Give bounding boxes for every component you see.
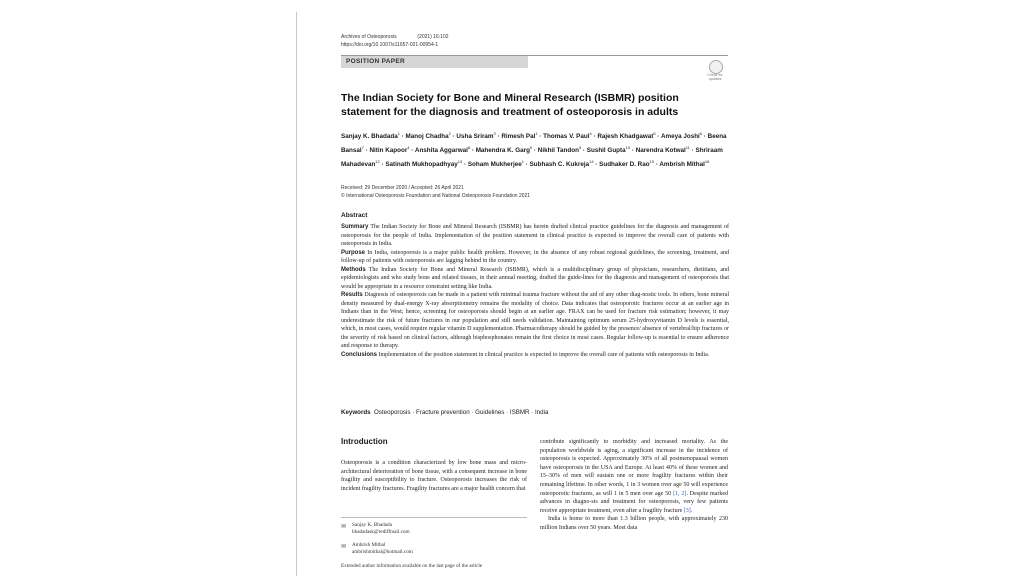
author-name[interactable]: Anshita Aggarwal$^8$ xyxy=(414,145,471,155)
contact-email[interactable]: ambrishmithal@hotmail.com xyxy=(352,549,413,555)
author-name[interactable]: Narendra Kotwal$^{11}$ xyxy=(635,145,690,155)
contact-name: Ambrish Mithal xyxy=(352,542,386,548)
intro-right-column xyxy=(540,438,728,533)
author-name[interactable]: Rajesh Khadgawat$^5$ xyxy=(597,131,656,141)
update-circle-icon xyxy=(709,60,723,74)
footnote-rule xyxy=(341,517,527,518)
contact-email[interactable]: bhadadask@rediffmail.com xyxy=(352,529,410,535)
article-type-banner xyxy=(341,56,528,68)
journal-header xyxy=(341,33,641,41)
author-name[interactable]: Sanjay K. Bhadada$^1$ xyxy=(341,131,400,141)
author-name[interactable]: Ambrish Mithal$^{16}$ xyxy=(659,159,710,169)
abstract-purpose: Purpose In India, osteoporosis is a major public health problem. However, in the absence of any robust regional guidelines, the screening, treatment, and follow-up of patients with osteoporosis are lagging behind in the country. xyxy=(341,249,730,264)
author-name[interactable]: Subhash C. Kukreja$^{14}$ xyxy=(529,159,594,169)
copyright-line: © International Osteoporosis Foundation and National Osteoporosis Foundation 2021 xyxy=(341,192,531,199)
introduction-heading: Introduction xyxy=(341,437,388,446)
article-type-label: POSITION PAPER xyxy=(346,58,405,65)
author-name[interactable]: Soham Mukherjee$^1$ xyxy=(467,159,524,169)
contact-author-2 xyxy=(341,542,527,557)
abstract-conclusions: Conclusions Implementation of the position statement in clinical practice is expected to improve the overall care of patients with osteoporosis in India. xyxy=(341,351,710,358)
keywords-line xyxy=(341,409,729,416)
badge-text: Check for updates xyxy=(707,73,723,81)
intro-right-paragraph-2: India is home to more than 1.3 billion people, with approximately 230 million Indians over 50 years. Most data xyxy=(540,516,728,531)
article-title: The Indian Society for Bone and Mineral Research (ISBMR) position statement for the diagnosis and treatment of osteoporosis in adults xyxy=(341,92,679,118)
abstract-body xyxy=(341,223,729,359)
keywords-label: Keywords xyxy=(341,409,371,416)
author-name[interactable]: Beena Bansal$^7$ xyxy=(341,133,727,155)
doi-link[interactable]: https://doi.org/10.1007/s11657-021-00954-1 xyxy=(341,42,439,48)
contact-name: Sanjay K. Bhadada xyxy=(352,522,392,528)
author-name[interactable]: Manoj Chadha$^2$ xyxy=(405,131,451,141)
author-name[interactable]: Rimesh Pal$^1$ xyxy=(501,131,538,141)
journal-name: Archives of Osteoporosis xyxy=(341,34,397,40)
citation-1-2[interactable]: [1, 2] xyxy=(673,490,687,497)
check-for-updates-badge[interactable] xyxy=(703,60,727,84)
contact-author-1 xyxy=(341,522,527,537)
intro-right-paragraph-1: contribute significantly to morbidity and increased mortality. As the population worldwide is aging, a significant increase in the incidence of osteoporosis is expected. Approximately 30% of all postmenopausal women have osteoporosis in the USA and Europe. At least 40% of these women and 15–30% of men will sustain one or more fragility fractures within their remaining lifetime. In other words, 1 in 3 women over age 50 will experience osteoporotic fractures, as will 1 in 5 men over age 50 [1, 2]. Despite marked advances in diagno-sis and treatment for osteoporosis, very few patients receive appropriate treatment, even after a fragility fracture [3]. xyxy=(540,439,729,514)
intro-left-paragraph: Osteoporosis is a condition characterized by low bone mass and micro-architectural deterioration of bone tissue, with a consequent increase in bone fragility and susceptibility to fracture. Osteoporosis increases the risk of incident fragility fractures. Fragility fractures are a major health concern that xyxy=(341,460,527,492)
abstract-heading: Abstract xyxy=(341,212,368,219)
author-list: Sanjay K. Bhadada$^1$ · Manoj Chadha$^2$ · Usha Sriram$^3$ · Rimesh Pal$^1$ · Thomas V. Paul$^4$ · Rajesh Khadgawat$^5$ · Ameya Joshi$^6$ · Beena Bansal$^7$ · Nitin Kapoor$^4$ · Anshita Aggarwal$^8$ · Mahendra K. Garg$^9$ · Nikhil Tandon$^5$ · Sushil Gupta$^{10}$ · Narendra Kotwal$^{11}$ · Shriraam Mahadevan$^{12}$ · Satinath Mukhopadhyay$^{13}$ · Soham Mukherjee$^1$ · Subhash C. Kukreja$^{14}$ · Sudhaker D. Rao$^{15}$ · Ambrish Mithal$^{16}$ xyxy=(341,131,727,169)
author-name[interactable]: Ameya Joshi$^6$ xyxy=(660,131,703,141)
article-dates xyxy=(341,185,729,200)
intro-left-column xyxy=(341,459,527,493)
abstract-results: Results Diagnosis of osteoporosis can be made in a patient with minimal trauma fracture without the aid of any other diag-nostic tools. In others, bone mineral density measured by dual-energy X-ray absorptiometry remains the modality of choice. Data indicates that osteoporotic fractures occur at an earlier age in Indians than in the West; hence, screening for osteoporosis should begin at an earlier age. FRAX can be used for fracture risk estimation; however, it may underestimate the risk of future fractures in our population and still needs validation. Maintaining optimum serum 25-hydroxyvitamin D levels is essential, which, in most cases, would require regular vitamin D supplementation. Pharmacotherapy should be guided by the presence/ absence of vertebral/hip fractures or the severity of risk based on clinical factors, although bisphosphonates remain the first choice in most cases. Regular follow-up is essential to ensure adherence and response to therapy. xyxy=(341,292,730,349)
author-name[interactable]: Satinath Mukhopadhyay$^{13}$ xyxy=(385,159,463,169)
received-accepted: Received: 29 December 2020 / Accepted: 26 April 2021 xyxy=(341,185,464,191)
author-name[interactable]: Nitin Kapoor$^4$ xyxy=(369,145,410,155)
author-name[interactable]: Sushil Gupta$^{10}$ xyxy=(586,145,631,155)
author-name[interactable]: Nikhil Tandon$^5$ xyxy=(537,145,582,155)
author-name[interactable]: Mahendra K. Garg$^9$ xyxy=(475,145,533,155)
envelope-icon: ✉ xyxy=(341,523,347,530)
pdf-page xyxy=(297,0,761,576)
abstract-summary: Summary The Indian Society for Bone and Mineral Research (ISBMR) has herein drafted clinical practice guidelines for the diagnosis and management of osteoporosis for the people of India. Implementation of the position statement in clinical practice is expected to improve the overall care of patients with osteoporosis in India. xyxy=(341,224,729,247)
abstract-methods: Methods The Indian Society for Bone and Mineral Research (ISBMR), which is a multidisciplinary group of physicians, researchers, dietitians, and epidemiologists and who study bone and related tissues, in their annual meeting, drafted the guide-lines for the diagnosis and management of osteoporosis that would be appropriate in a resource constraint setting like India. xyxy=(341,266,729,290)
journal-year-volume: (2021) 16:102 xyxy=(417,34,449,40)
keywords-text: Osteoporosis · Fracture prevention · Guidelines · ISBMR · India xyxy=(374,409,549,416)
author-name[interactable]: Thomas V. Paul$^4$ xyxy=(543,131,592,141)
citation-3[interactable]: [3] xyxy=(683,507,691,514)
extended-author-note: Extended author information available on the last page of the article xyxy=(341,563,483,569)
author-name[interactable]: Usha Sriram$^3$ xyxy=(456,131,496,141)
envelope-icon: ✉ xyxy=(341,543,347,550)
author-name[interactable]: Sudhaker D. Rao$^{15}$ xyxy=(599,159,654,169)
author-name[interactable]: Shriraam Mahadevan$^{12}$ xyxy=(341,147,723,169)
